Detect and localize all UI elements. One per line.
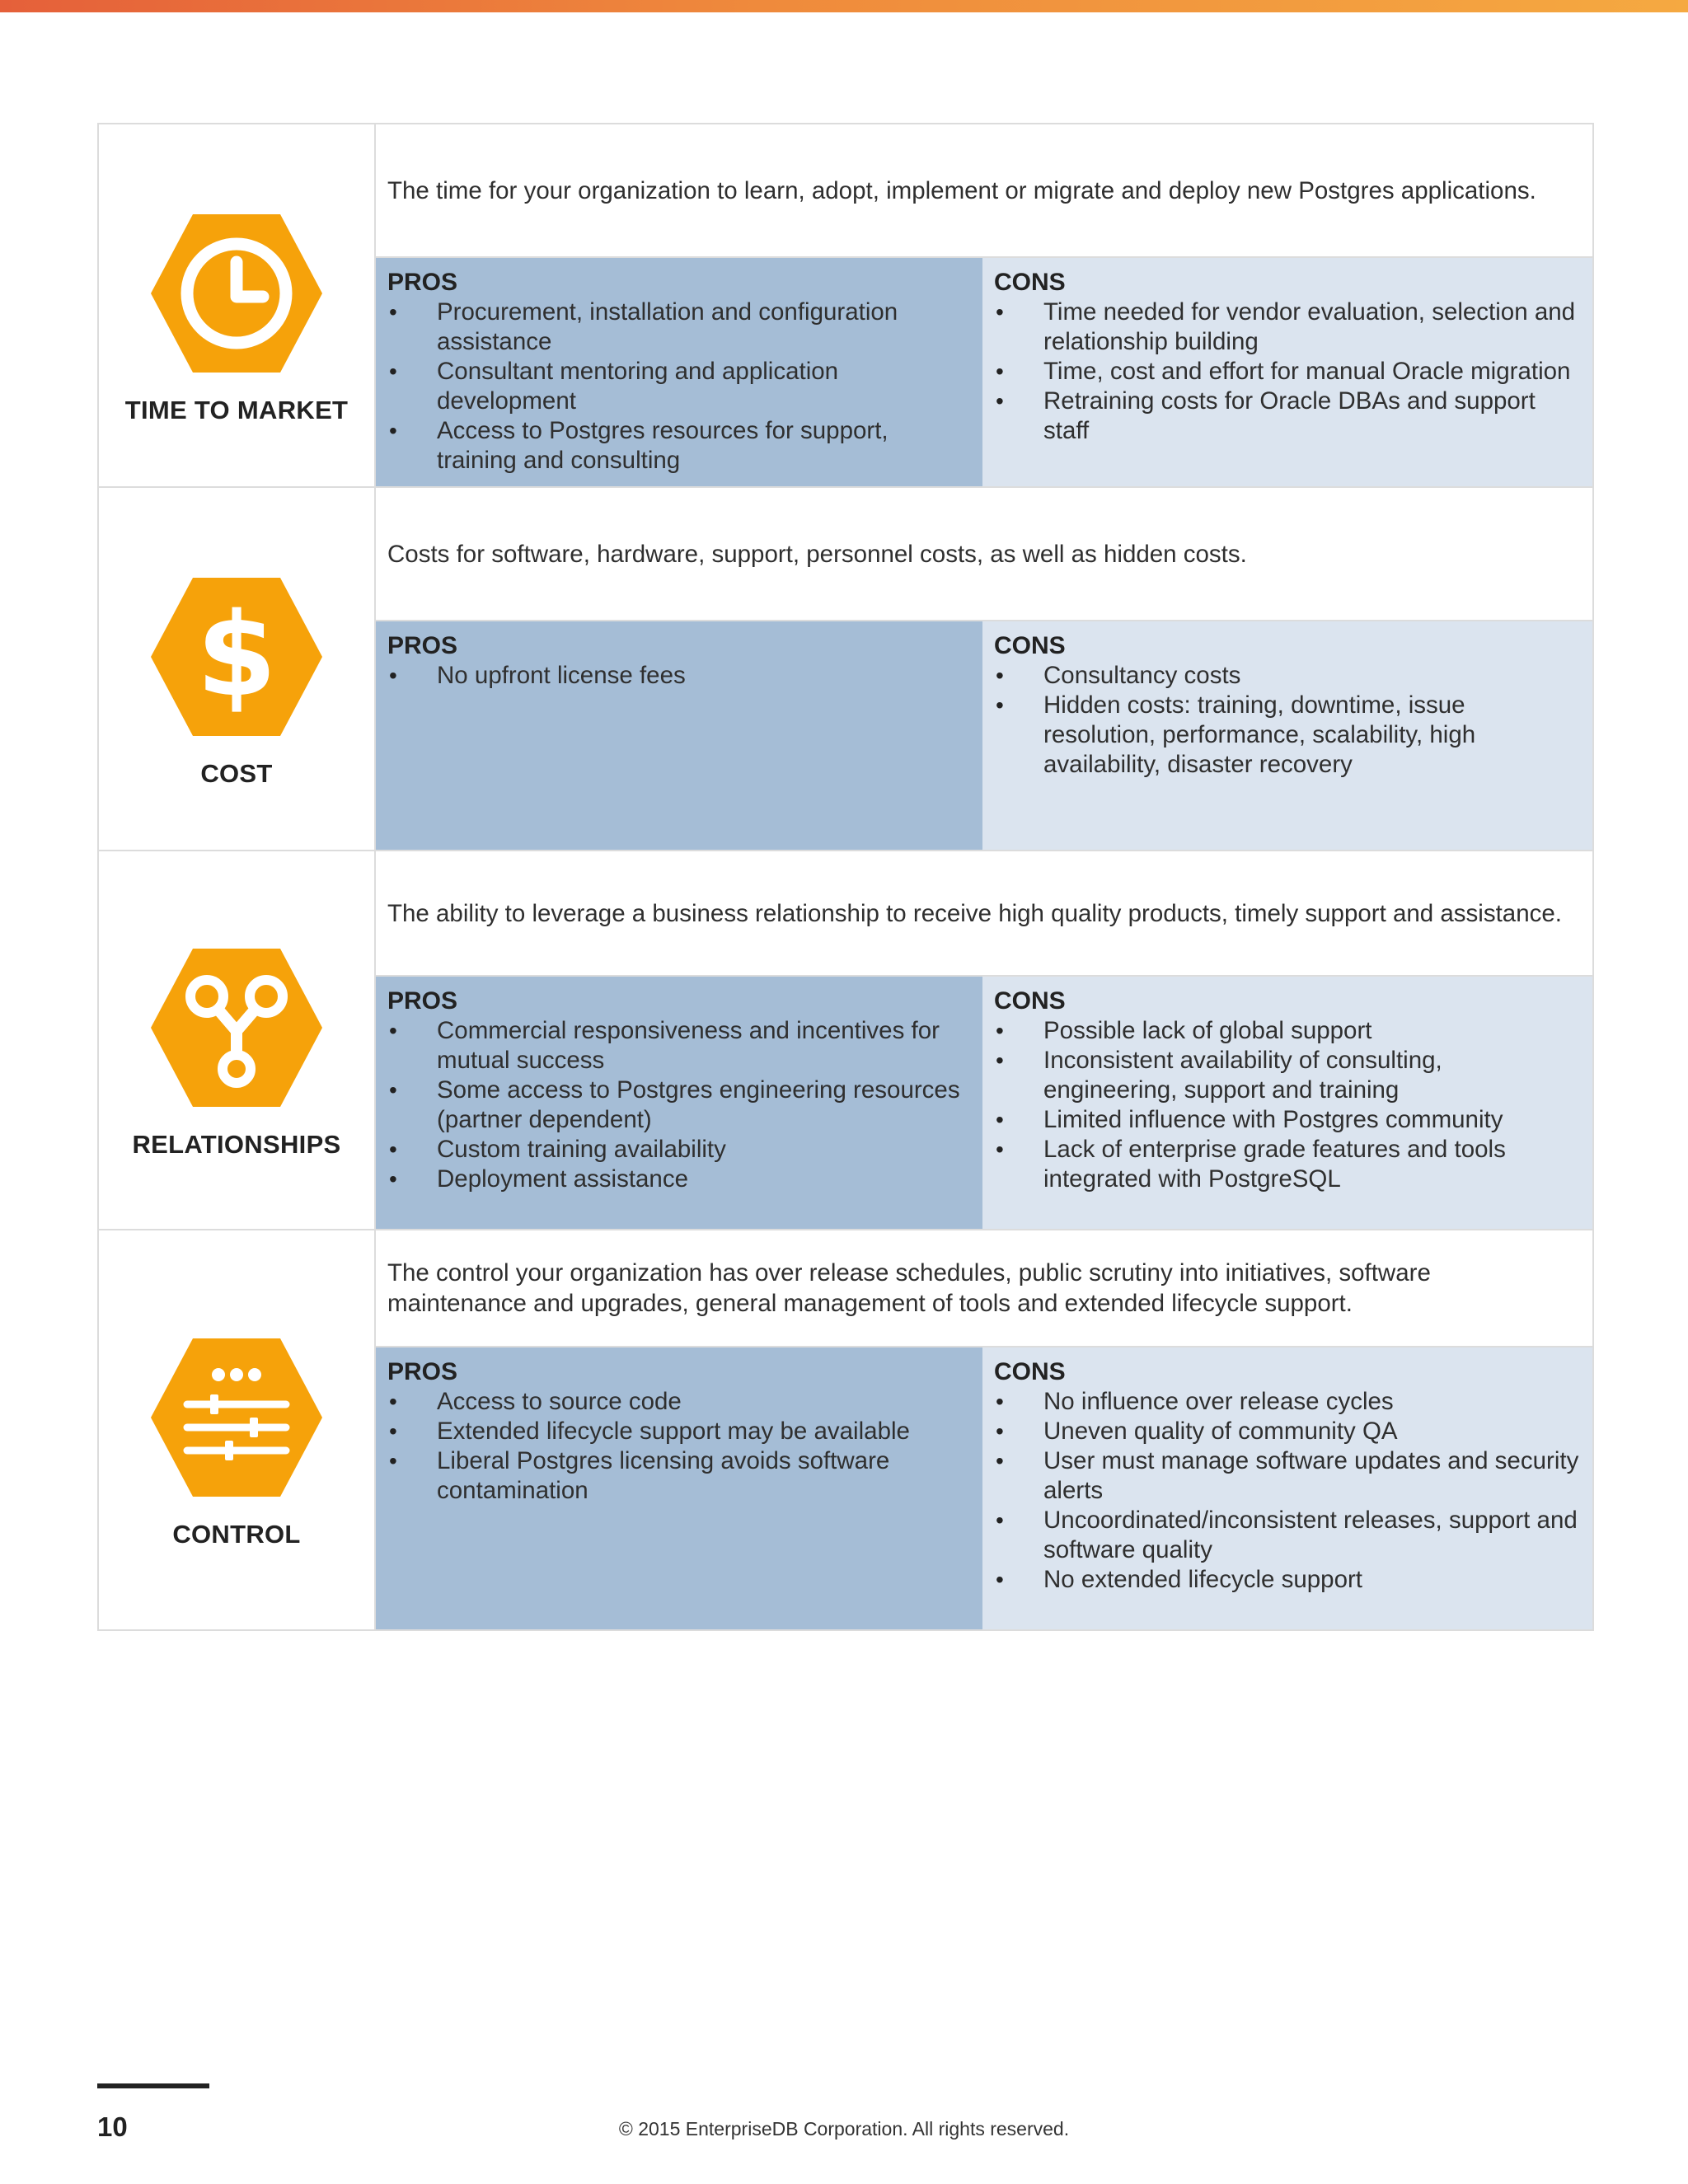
pros-list [387, 1387, 973, 1506]
pros-column [376, 977, 982, 1229]
list-item: • Uneven quality of community QA [994, 1417, 1582, 1446]
section-title: COST [200, 758, 273, 788]
section-cost [99, 488, 1592, 851]
pros-cons [376, 620, 1592, 850]
section-title: CONTROL [172, 1520, 301, 1549]
list-item: • Lack of enterprise grade features and tools integrated with PostgreSQL [994, 1135, 1582, 1194]
list-item: • Custom training availability [387, 1135, 973, 1165]
sliders-icon [149, 1335, 324, 1500]
pros-column [376, 621, 982, 850]
section-label [99, 851, 376, 1229]
section-body [376, 488, 1592, 850]
list-item: • Time needed for vendor evaluation, selection and relationship building [994, 298, 1582, 357]
pros-list [387, 661, 973, 691]
cons-heading: CONS [994, 1358, 1066, 1385]
list-item: • Commercial responsiveness and incentives for mutual success [387, 1016, 973, 1076]
cons-heading: CONS [994, 632, 1066, 659]
cons-column [982, 977, 1592, 1229]
copyright-notice: © 2015 EnterpriseDB Corporation. All rights reserved. [618, 2118, 1070, 2139]
list-item: • Possible lack of global support [994, 1016, 1582, 1046]
list-item: • No extended lifecycle support [994, 1565, 1582, 1595]
list-item: • Retraining costs for Oracle DBAs and support staff [994, 387, 1582, 446]
section-time-to-market [99, 124, 1592, 488]
list-item: • Procurement, installation and configuration assistance [387, 298, 973, 357]
footer-rule [97, 2083, 209, 2088]
list-item: • Access to Postgres resources for support, training and consulting [387, 416, 973, 476]
section-description: The control your organization has over release schedules, public scrutiny into initiatives, software maintenance and upgrades, general management of tools and extended lifecycle support. [376, 1230, 1592, 1346]
section-control [99, 1230, 1592, 1631]
list-item: • Hidden costs: training, downtime, issue resolution, performance, scalability, high availability, disaster recovery [994, 691, 1582, 780]
page-number: 10 [97, 2111, 128, 2142]
pros-column [376, 1347, 982, 1629]
list-item: • Time, cost and effort for manual Oracle migration [994, 357, 1582, 387]
section-label [99, 1230, 376, 1629]
section-body [376, 1230, 1592, 1629]
cons-column [982, 1347, 1592, 1629]
section-body [376, 851, 1592, 1229]
list-item: • User must manage software updates and security alerts [994, 1446, 1582, 1506]
cons-list [994, 1016, 1582, 1194]
section-label [99, 488, 376, 850]
pros-list [387, 298, 973, 476]
pros-heading: PROS [387, 632, 458, 659]
section-description: The time for your organization to learn, adopt, implement or migrate and deploy new Postgres applications. [376, 124, 1592, 256]
network-branch-icon [149, 945, 324, 1110]
cons-column [982, 621, 1592, 850]
section-label [99, 124, 376, 486]
cons-column [982, 258, 1592, 486]
list-item: • No upfront license fees [387, 661, 973, 691]
section-description: Costs for software, hardware, support, personnel costs, as well as hidden costs. [376, 488, 1592, 620]
top-accent-bar [0, 0, 1688, 12]
list-item: • Liberal Postgres licensing avoids software contamination [387, 1446, 973, 1506]
clock-icon [149, 211, 324, 376]
list-item: • Consultancy costs [994, 661, 1582, 691]
cons-list [994, 1387, 1582, 1595]
cons-heading: CONS [994, 987, 1066, 1015]
cons-list [994, 661, 1582, 780]
dollar-icon [149, 574, 324, 739]
pros-heading: PROS [387, 1358, 458, 1385]
list-item: • Extended lifecycle support may be available [387, 1417, 973, 1446]
list-item: • Some access to Postgres engineering resources (partner dependent) [387, 1076, 973, 1135]
section-title: TIME TO MARKET [124, 395, 349, 424]
list-item: • Consultant mentoring and application development [387, 357, 973, 416]
section-body [376, 124, 1592, 486]
pros-heading: PROS [387, 269, 458, 296]
pros-cons [376, 256, 1592, 486]
svg-text:$: $ [196, 588, 277, 723]
pros-heading: PROS [387, 987, 458, 1015]
section-description: The ability to leverage a business relationship to receive high quality products, timely support and assistance. [376, 851, 1592, 975]
comparison-table [97, 123, 1594, 1631]
section-title: RELATIONSHIPS [132, 1130, 341, 1159]
cons-heading: CONS [994, 269, 1066, 296]
list-item: • Limited influence with Postgres community [994, 1105, 1582, 1135]
pros-cons [376, 1346, 1592, 1629]
pros-list [387, 1016, 973, 1194]
list-item: • Inconsistent availability of consulting, engineering, support and training [994, 1046, 1582, 1105]
list-item: • Deployment assistance [387, 1165, 973, 1194]
list-item: • No influence over release cycles [994, 1387, 1582, 1417]
list-item: • Access to source code [387, 1387, 973, 1417]
section-relationships [99, 851, 1592, 1230]
pros-column [376, 258, 982, 486]
list-item: • Uncoordinated/inconsistent releases, support and software quality [994, 1506, 1582, 1565]
pros-cons [376, 975, 1592, 1229]
cons-list [994, 298, 1582, 446]
